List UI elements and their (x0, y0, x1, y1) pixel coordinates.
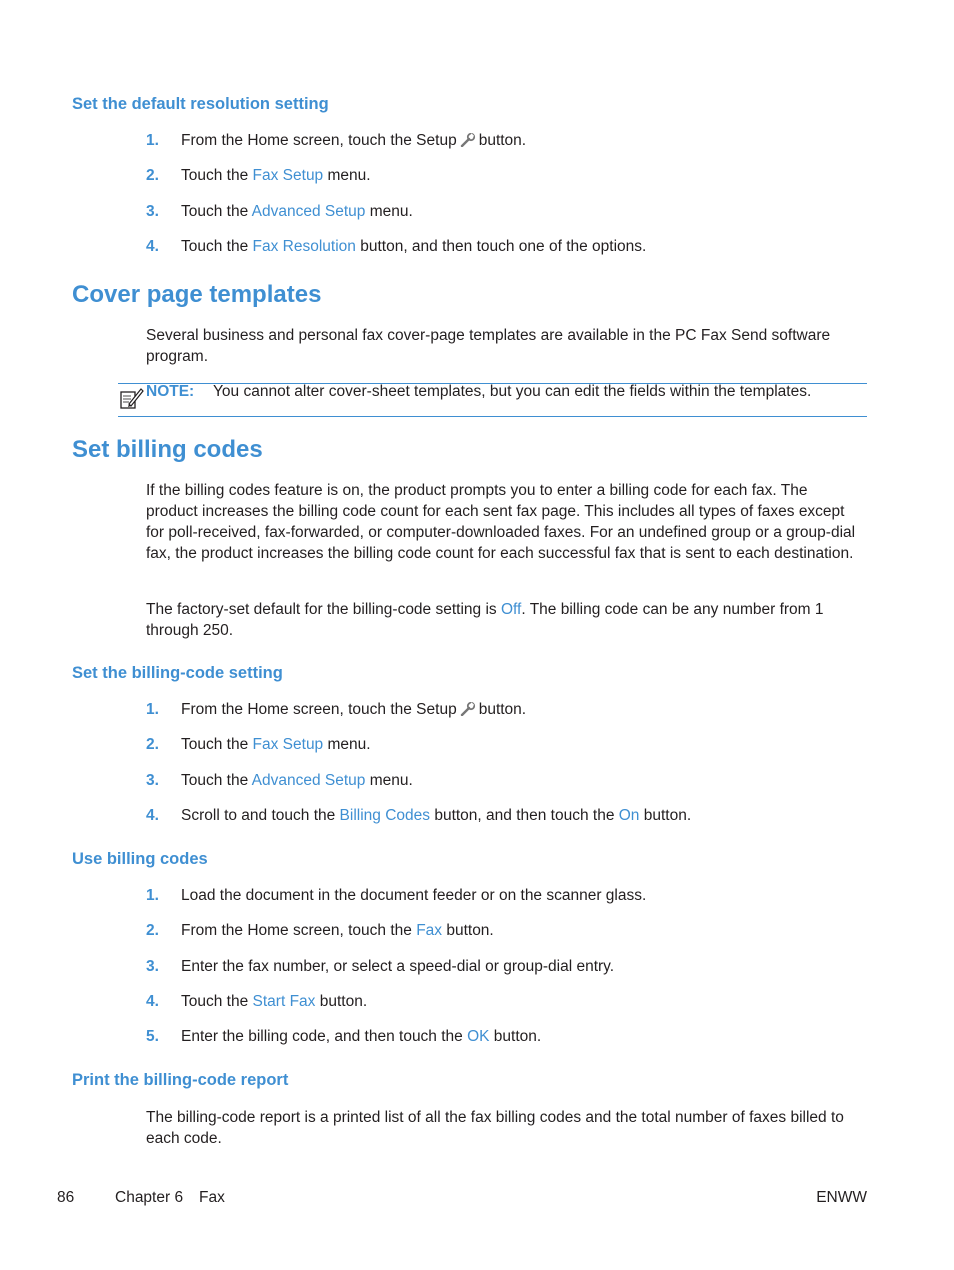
menu-name: Fax Setup (252, 167, 324, 184)
paragraph-billing-feature: If the billing codes feature is on, the product prompts you to enter a billing code for each fax. The product increases the billing code count for each sent fax page. This includes all types of faxes except for poll-received, fax-forwarded, or computer-downloaded faxes. For an undefined group or a group-dial fax, the product increases the billing code count for each successful fax that is sent to each destination. (146, 482, 856, 562)
step-text: Enter the fax number, or select a speed-dial or group-dial entry. (181, 958, 615, 975)
heading-cover-page-templates: Cover page templates (72, 281, 322, 308)
step-text: Scroll to and touch the Billing Codes button, and then touch the On button. (181, 807, 692, 824)
step-text: Touch the Fax Setup menu. (181, 736, 371, 753)
step-text: Touch the Advanced Setup menu. (181, 203, 413, 220)
heading-print-billing-report: Print the billing-code report (72, 1071, 289, 1089)
footer-chapter-name: Fax (199, 1189, 225, 1206)
step-number: 5. (146, 1028, 159, 1045)
step-number: 2. (146, 922, 159, 939)
step-text: Load the document in the document feeder or on the scanner glass. (181, 887, 647, 904)
step-text: From the Home screen, touch the Setup button. (181, 132, 527, 149)
footer-chapter: Chapter 6 (115, 1189, 184, 1206)
heading-use-billing-codes: Use billing codes (72, 850, 208, 868)
button-name: Start Fax (252, 993, 316, 1010)
button-name: Fax Resolution (252, 238, 356, 255)
paragraph-billing-report: The billing-code report is a printed list of all the fax billing codes and the total number of faxes billed to each code. (146, 1109, 844, 1147)
menu-name: Advanced Setup (251, 772, 366, 789)
heading-default-resolution: Set the default resolution setting (72, 95, 329, 113)
step-number: 4. (146, 807, 159, 824)
menu-name: Fax Setup (252, 736, 324, 753)
page-number: 86 (57, 1189, 75, 1206)
step-text: Touch the Start Fax button. (181, 993, 368, 1010)
wrench-icon (460, 702, 476, 716)
button-name: OK (467, 1028, 490, 1045)
step-number: 4. (146, 238, 159, 255)
step-text: From the Home screen, touch the Fax button. (181, 922, 494, 939)
wrench-icon (460, 133, 476, 147)
footer-enww: ENWW (816, 1189, 867, 1206)
step-number: 1. (146, 701, 159, 718)
step-text: Touch the Fax Setup menu. (181, 167, 371, 184)
step-number: 1. (146, 132, 159, 149)
step-number: 2. (146, 736, 159, 753)
heading-set-billing-codes: Set billing codes (72, 436, 263, 463)
step-number: 3. (146, 958, 159, 975)
button-name: Billing Codes (339, 807, 431, 824)
paragraph-billing-default: The factory-set default for the billing-code setting is Off. The billing code can be any number from 1 through 250. (146, 601, 824, 639)
step-number: 4. (146, 993, 159, 1010)
step-text: Enter the billing code, and then touch the OK button. (181, 1028, 542, 1045)
setting-value-off: Off (500, 601, 522, 618)
step-number: 3. (146, 203, 159, 220)
note-text: You cannot alter cover-sheet templates, but you can edit the fields within the templates. (213, 383, 812, 400)
step-number: 2. (146, 167, 159, 184)
step-number: 3. (146, 772, 159, 789)
note-label: NOTE: (146, 383, 195, 400)
step-text: From the Home screen, touch the Setup button. (181, 701, 527, 718)
step-text: Touch the Advanced Setup menu. (181, 772, 413, 789)
heading-billing-code-setting: Set the billing-code setting (72, 664, 283, 682)
step-text: Touch the Fax Resolution button, and then touch one of the options. (181, 238, 647, 255)
step-number: 1. (146, 887, 159, 904)
note-pencil-icon (119, 386, 145, 410)
menu-name: Advanced Setup (251, 203, 366, 220)
button-name: On (618, 807, 640, 824)
button-name: Fax (416, 922, 443, 939)
paragraph-cover-templates: Several business and personal fax cover-page templates are available in the PC Fax Send software program. (146, 327, 831, 365)
